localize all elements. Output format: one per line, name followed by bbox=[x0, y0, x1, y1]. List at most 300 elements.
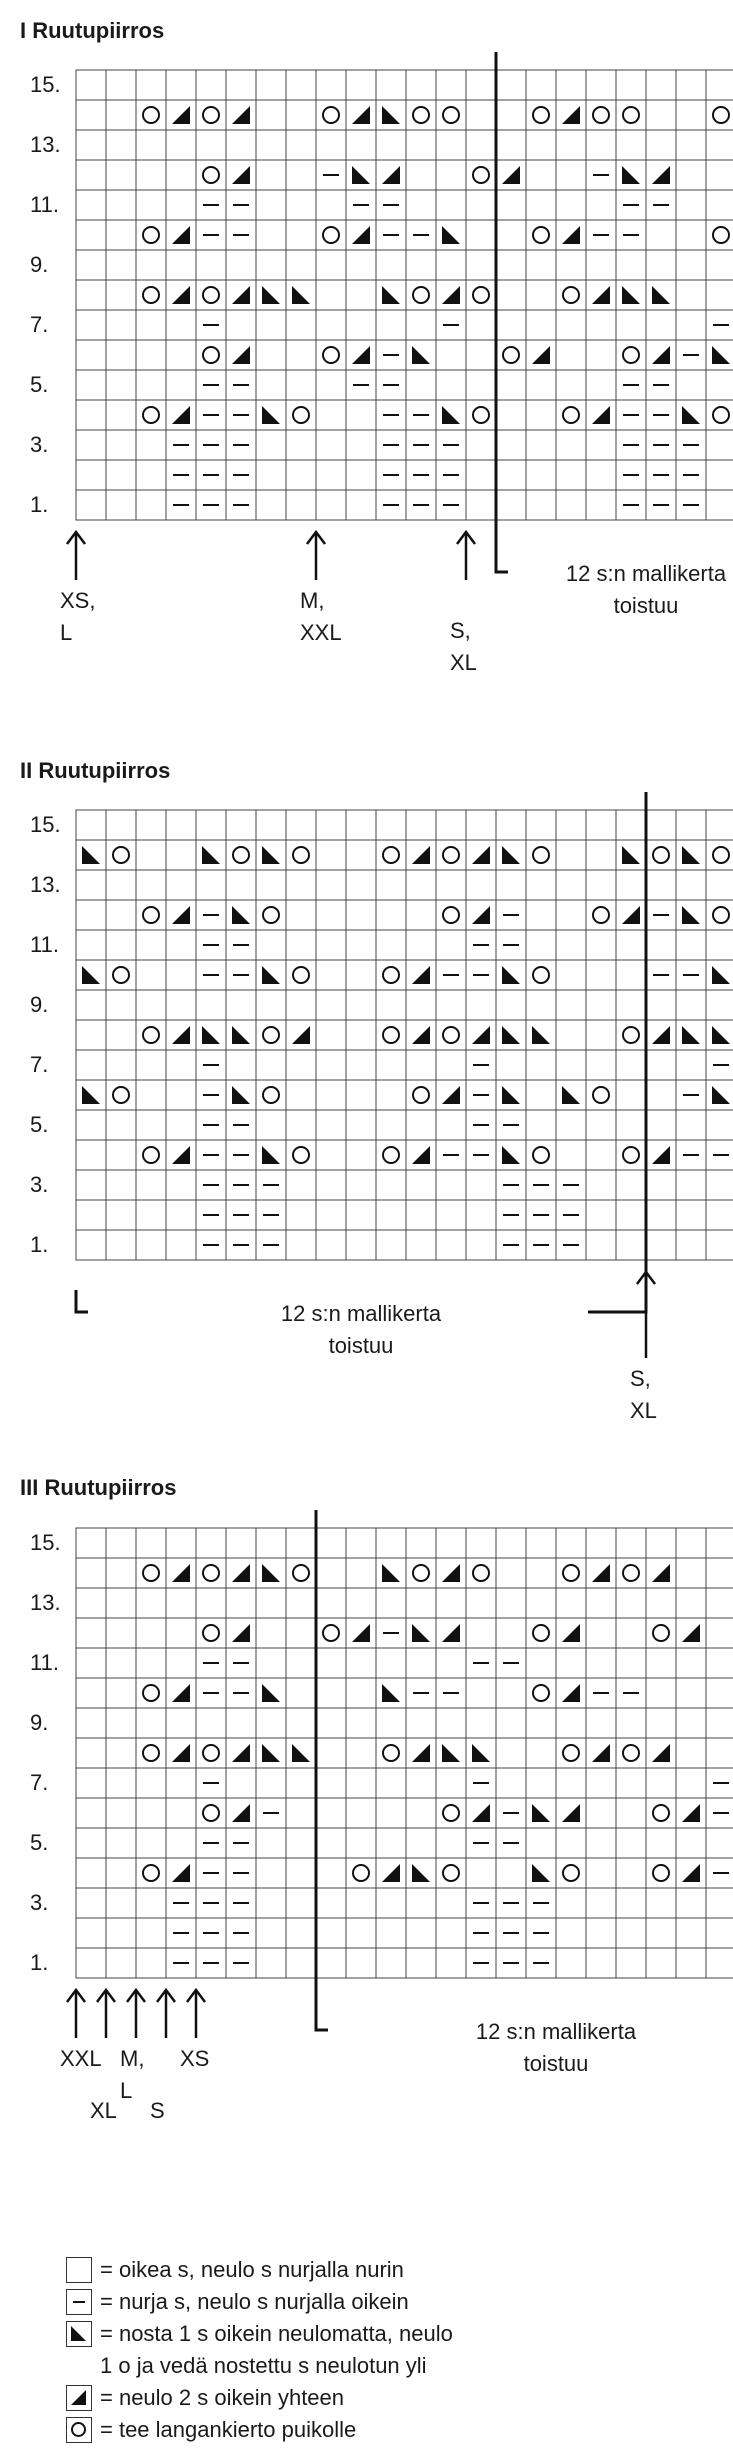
row-number-left: 3. bbox=[30, 1890, 49, 1915]
grid-cell bbox=[706, 370, 733, 400]
grid-cell bbox=[226, 1588, 256, 1618]
grid-cell bbox=[586, 870, 616, 900]
grid-cell bbox=[256, 1050, 286, 1080]
grid-cell bbox=[586, 1768, 616, 1798]
grid-cell bbox=[316, 930, 346, 960]
grid-cell bbox=[346, 280, 376, 310]
grid-cell bbox=[556, 1558, 586, 1588]
grid-cell bbox=[286, 1588, 316, 1618]
grid-cell bbox=[526, 190, 556, 220]
grid-cell bbox=[76, 810, 106, 840]
grid-cell bbox=[676, 1528, 706, 1558]
grid-cell bbox=[586, 1230, 616, 1260]
grid-cell bbox=[556, 190, 586, 220]
grid-cell bbox=[676, 250, 706, 280]
grid-cell bbox=[346, 250, 376, 280]
grid-cell bbox=[466, 430, 496, 460]
grid-cell bbox=[256, 930, 286, 960]
grid-cell bbox=[286, 1618, 316, 1648]
chart-1-title: I Ruutupiirros bbox=[20, 18, 165, 43]
grid-cell bbox=[136, 1230, 166, 1260]
grid-cell bbox=[136, 340, 166, 370]
grid-cell bbox=[706, 1170, 733, 1200]
grid-cell bbox=[346, 1110, 376, 1140]
grid-cell bbox=[646, 310, 676, 340]
grid-cell bbox=[226, 70, 256, 100]
legend-text: = nosta 1 s oikein neulomatta, neulo bbox=[100, 2321, 453, 2346]
grid-cell bbox=[496, 1678, 526, 1708]
grid-cell bbox=[466, 70, 496, 100]
grid-cell bbox=[106, 1050, 136, 1080]
grid-cell bbox=[376, 1110, 406, 1140]
grid-cell bbox=[316, 400, 346, 430]
grid-cell bbox=[76, 1230, 106, 1260]
grid-cell bbox=[496, 370, 526, 400]
grid-cell bbox=[586, 430, 616, 460]
grid-cell bbox=[586, 1588, 616, 1618]
grid-cell bbox=[616, 1888, 646, 1918]
grid-cell bbox=[286, 1528, 316, 1558]
grid-cell bbox=[106, 1738, 136, 1768]
grid-cell bbox=[556, 1050, 586, 1080]
grid-cell bbox=[376, 1798, 406, 1828]
grid-cell bbox=[676, 190, 706, 220]
grid-cell bbox=[406, 1110, 436, 1140]
grid-cell bbox=[346, 1648, 376, 1678]
grid-cell bbox=[496, 870, 526, 900]
grid-cell bbox=[106, 1858, 136, 1888]
grid-cell bbox=[106, 1708, 136, 1738]
grid-cell bbox=[136, 1738, 166, 1768]
grid-cell bbox=[526, 840, 556, 870]
grid-cell bbox=[106, 250, 136, 280]
row-number-left: 7. bbox=[30, 1052, 49, 1077]
grid-cell bbox=[616, 1768, 646, 1798]
grid-cell bbox=[526, 1618, 556, 1648]
grid-cell bbox=[616, 1918, 646, 1948]
chart-2-grid bbox=[0, 800, 733, 1220]
grid-cell bbox=[106, 1170, 136, 1200]
grid-cell bbox=[196, 100, 226, 130]
grid-cell bbox=[586, 1170, 616, 1200]
grid-cell bbox=[676, 1888, 706, 1918]
grid-cell bbox=[526, 1140, 556, 1170]
grid-cell bbox=[346, 870, 376, 900]
grid-cell bbox=[196, 160, 226, 190]
grid-cell bbox=[616, 870, 646, 900]
grid-cell bbox=[316, 220, 346, 250]
grid-cell bbox=[526, 430, 556, 460]
grid-cell bbox=[136, 1948, 166, 1978]
grid-cell bbox=[106, 930, 136, 960]
repeat-note: 12 s:n mallikerta toistuu bbox=[475, 2019, 637, 2076]
grid-cell bbox=[436, 1948, 466, 1978]
grid-cell bbox=[706, 430, 733, 460]
row-number-left: 5. bbox=[30, 1112, 49, 1137]
grid-cell bbox=[76, 1140, 106, 1170]
grid-cell bbox=[646, 1588, 676, 1618]
grid-cell bbox=[466, 1588, 496, 1618]
grid-cell bbox=[76, 280, 106, 310]
grid-cell bbox=[406, 70, 436, 100]
grid-cell bbox=[166, 190, 196, 220]
grid-cell bbox=[496, 430, 526, 460]
grid-cell bbox=[256, 1828, 286, 1858]
grid-cell bbox=[436, 840, 466, 870]
grid-cell bbox=[136, 1558, 166, 1588]
grid-cell bbox=[526, 1828, 556, 1858]
grid-cell bbox=[346, 70, 376, 100]
grid-cell bbox=[106, 870, 136, 900]
grid-cell bbox=[556, 1528, 586, 1558]
grid-cell bbox=[196, 250, 226, 280]
grid-cell bbox=[346, 1140, 376, 1170]
grid-cell bbox=[706, 460, 733, 490]
grid-cell bbox=[436, 70, 466, 100]
grid-cell bbox=[646, 1768, 676, 1798]
grid-cell bbox=[136, 1888, 166, 1918]
grid-cell bbox=[646, 250, 676, 280]
grid-cell bbox=[406, 190, 436, 220]
grid-cell bbox=[136, 1708, 166, 1738]
grid-cell bbox=[376, 900, 406, 930]
grid-cell bbox=[106, 1080, 136, 1110]
grid-cell bbox=[316, 460, 346, 490]
grid-cell bbox=[436, 1918, 466, 1948]
grid-cell bbox=[376, 990, 406, 1020]
grid-cell bbox=[706, 1230, 733, 1260]
grid-cell bbox=[706, 810, 733, 840]
grid-cell bbox=[586, 1648, 616, 1678]
grid-cell bbox=[496, 400, 526, 430]
grid-cell bbox=[526, 220, 556, 250]
grid-cell bbox=[496, 1618, 526, 1648]
grid-cell bbox=[136, 1918, 166, 1948]
grid-cell bbox=[586, 900, 616, 930]
grid-cell bbox=[526, 100, 556, 130]
grid-cell bbox=[346, 960, 376, 990]
grid-cell bbox=[706, 1588, 733, 1618]
grid-cell bbox=[556, 900, 586, 930]
grid-cell bbox=[136, 430, 166, 460]
grid-cell bbox=[256, 870, 286, 900]
grid-cell bbox=[256, 1918, 286, 1948]
grid-cell bbox=[106, 100, 136, 130]
grid-cell bbox=[256, 370, 286, 400]
grid-cell bbox=[316, 1738, 346, 1768]
grid-cell bbox=[556, 1948, 586, 1978]
grid-cell bbox=[646, 810, 676, 840]
repeat-note: 12 s:n mallikerta toistuu bbox=[565, 561, 727, 618]
grid-cell bbox=[436, 1798, 466, 1828]
grid-cell bbox=[706, 490, 733, 520]
grid-cell bbox=[466, 190, 496, 220]
grid-cell bbox=[676, 1170, 706, 1200]
grid-cell bbox=[646, 1230, 676, 1260]
grid-cell bbox=[466, 100, 496, 130]
circle-symbol-icon bbox=[66, 2417, 92, 2443]
grid-cell bbox=[706, 1528, 733, 1558]
grid-cell bbox=[376, 70, 406, 100]
grid-cell bbox=[586, 1618, 616, 1648]
grid-cell bbox=[76, 340, 106, 370]
grid-cell bbox=[406, 160, 436, 190]
size-label: L bbox=[60, 620, 73, 645]
grid-cell bbox=[526, 810, 556, 840]
grid-cell bbox=[286, 160, 316, 190]
grid-cell bbox=[556, 1828, 586, 1858]
grid-cell bbox=[526, 400, 556, 430]
grid-cell bbox=[556, 1110, 586, 1140]
grid-cell bbox=[256, 250, 286, 280]
grid-cell bbox=[346, 130, 376, 160]
grid-cell bbox=[286, 100, 316, 130]
grid-cell bbox=[106, 1888, 136, 1918]
grid-cell bbox=[586, 1918, 616, 1948]
grid-cell bbox=[136, 1678, 166, 1708]
grid-cell bbox=[346, 1948, 376, 1978]
grid-cell bbox=[376, 1948, 406, 1978]
grid-cell bbox=[376, 1080, 406, 1110]
grid-cell bbox=[136, 1798, 166, 1828]
grid-cell bbox=[346, 1528, 376, 1558]
size-label: S bbox=[150, 2098, 165, 2123]
grid-cell bbox=[196, 1618, 226, 1648]
grid-cell bbox=[136, 1200, 166, 1230]
grid-cell bbox=[196, 870, 226, 900]
grid-cell bbox=[346, 1558, 376, 1588]
grid-cell bbox=[496, 70, 526, 100]
grid-cell bbox=[586, 810, 616, 840]
grid-cell bbox=[556, 370, 586, 400]
grid-cell bbox=[106, 1618, 136, 1648]
grid-cell bbox=[316, 430, 346, 460]
grid-cell bbox=[646, 1708, 676, 1738]
grid-cell bbox=[586, 1200, 616, 1230]
grid-cell bbox=[706, 1828, 733, 1858]
grid-cell bbox=[556, 280, 586, 310]
grid-cell bbox=[526, 1678, 556, 1708]
grid-cell bbox=[496, 990, 526, 1020]
grid-cell bbox=[676, 1648, 706, 1678]
grid-cell bbox=[466, 400, 496, 430]
grid-cell bbox=[616, 1948, 646, 1978]
grid-cell bbox=[586, 930, 616, 960]
grid-cell bbox=[106, 1588, 136, 1618]
grid-cell bbox=[76, 900, 106, 930]
grid-cell bbox=[346, 400, 376, 430]
size-label: XL bbox=[450, 650, 477, 675]
grid-cell bbox=[136, 460, 166, 490]
grid-cell bbox=[496, 190, 526, 220]
grid-cell bbox=[526, 130, 556, 160]
grid-cell bbox=[286, 1140, 316, 1170]
grid-cell bbox=[76, 1588, 106, 1618]
grid-cell bbox=[556, 1588, 586, 1618]
grid-cell bbox=[166, 1708, 196, 1738]
repeat-note: 12 s:n mallikerta toistuu bbox=[280, 1301, 442, 1358]
chart-3-grid bbox=[0, 1518, 733, 1938]
grid-cell bbox=[586, 1080, 616, 1110]
grid-cell bbox=[616, 1080, 646, 1110]
grid-cell bbox=[166, 870, 196, 900]
grid-cell bbox=[106, 310, 136, 340]
empty-symbol-icon bbox=[66, 2257, 92, 2283]
grid-cell bbox=[346, 1708, 376, 1738]
grid-cell bbox=[466, 370, 496, 400]
grid-cell bbox=[286, 340, 316, 370]
grid-cell bbox=[466, 1230, 496, 1260]
grid-cell bbox=[346, 900, 376, 930]
grid-cell bbox=[526, 930, 556, 960]
grid-cell bbox=[196, 280, 226, 310]
grid-cell bbox=[706, 1558, 733, 1588]
grid-cell bbox=[316, 1140, 346, 1170]
grid-cell bbox=[346, 1170, 376, 1200]
grid-cell bbox=[136, 1080, 166, 1110]
grid-cell bbox=[286, 1948, 316, 1978]
grid-cell bbox=[286, 190, 316, 220]
grid-cell bbox=[406, 870, 436, 900]
grid-cell bbox=[616, 1170, 646, 1200]
grid-cell bbox=[616, 1588, 646, 1618]
grid-cell bbox=[256, 130, 286, 160]
grid-cell bbox=[196, 810, 226, 840]
grid-cell bbox=[436, 100, 466, 130]
grid-cell bbox=[406, 1050, 436, 1080]
grid-cell bbox=[436, 900, 466, 930]
chart-1-grid bbox=[0, 60, 733, 480]
grid-cell bbox=[166, 130, 196, 160]
grid-cell bbox=[676, 160, 706, 190]
grid-cell bbox=[256, 990, 286, 1020]
grid-cell bbox=[286, 1200, 316, 1230]
grid-cell bbox=[436, 1020, 466, 1050]
grid-cell bbox=[76, 1618, 106, 1648]
grid-cell bbox=[616, 1528, 646, 1558]
size-label: XXL bbox=[300, 620, 342, 645]
grid-cell bbox=[406, 1558, 436, 1588]
grid-cell bbox=[676, 1050, 706, 1080]
grid-cell bbox=[496, 490, 526, 520]
grid-cell bbox=[466, 1558, 496, 1588]
grid-cell bbox=[286, 490, 316, 520]
grid-cell bbox=[646, 1110, 676, 1140]
row-number-left: 11. bbox=[30, 1650, 59, 1675]
grid-cell bbox=[586, 1888, 616, 1918]
grid-cell bbox=[226, 310, 256, 340]
grid-cell bbox=[616, 1050, 646, 1080]
grid-cell bbox=[76, 250, 106, 280]
grid-cell bbox=[106, 840, 136, 870]
grid-cell bbox=[136, 990, 166, 1020]
grid-cell bbox=[106, 1798, 136, 1828]
grid-cell bbox=[646, 870, 676, 900]
grid-cell bbox=[106, 340, 136, 370]
grid-cell bbox=[286, 460, 316, 490]
grid-cell bbox=[256, 1528, 286, 1558]
grid-cell bbox=[706, 70, 733, 100]
grid-cell bbox=[526, 1708, 556, 1738]
grid-cell bbox=[346, 1918, 376, 1948]
grid-cell bbox=[406, 810, 436, 840]
grid-cell bbox=[316, 1828, 346, 1858]
grid-cell bbox=[316, 1948, 346, 1978]
grid-cell bbox=[286, 310, 316, 340]
grid-cell bbox=[616, 310, 646, 340]
grid-cell bbox=[286, 400, 316, 430]
grid-cell bbox=[106, 400, 136, 430]
grid-cell bbox=[706, 1888, 733, 1918]
grid-cell bbox=[466, 340, 496, 370]
grid-cell bbox=[466, 490, 496, 520]
grid-cell bbox=[676, 810, 706, 840]
grid-cell bbox=[496, 1738, 526, 1768]
grid-cell bbox=[76, 1528, 106, 1558]
grid-cell bbox=[76, 430, 106, 460]
grid-cell bbox=[166, 960, 196, 990]
row-number-left: 13. bbox=[30, 1590, 61, 1615]
grid-cell bbox=[646, 1200, 676, 1230]
grid-cell bbox=[196, 1708, 226, 1738]
row-number-left: 15. bbox=[30, 812, 61, 837]
grid-cell bbox=[586, 1140, 616, 1170]
grid-cell bbox=[496, 280, 526, 310]
grid-cell bbox=[286, 1858, 316, 1888]
grid-cell bbox=[616, 70, 646, 100]
grid-cell bbox=[166, 1110, 196, 1140]
grid-cell bbox=[286, 1050, 316, 1080]
legend-text: = tee langankierto puikolle bbox=[100, 2417, 357, 2442]
grid-cell bbox=[466, 1708, 496, 1738]
size-label: L bbox=[120, 2078, 133, 2103]
grid-cell bbox=[406, 1080, 436, 1110]
grid-cell bbox=[586, 460, 616, 490]
grid-cell bbox=[466, 1678, 496, 1708]
grid-cell bbox=[376, 250, 406, 280]
grid-cell bbox=[166, 1050, 196, 1080]
grid-cell bbox=[466, 1618, 496, 1648]
grid-cell bbox=[256, 1858, 286, 1888]
grid-cell bbox=[376, 1768, 406, 1798]
repeat-bracket-left bbox=[76, 1290, 88, 1312]
grid-cell bbox=[406, 370, 436, 400]
grid-cell bbox=[646, 70, 676, 100]
grid-cell bbox=[556, 340, 586, 370]
grid-cell bbox=[406, 100, 436, 130]
grid-cell bbox=[676, 1230, 706, 1260]
grid-cell bbox=[646, 100, 676, 130]
grid-cell bbox=[316, 870, 346, 900]
grid-cell bbox=[196, 1738, 226, 1768]
grid-cell bbox=[316, 960, 346, 990]
grid-cell bbox=[76, 310, 106, 340]
grid-cell bbox=[166, 810, 196, 840]
grid-cell bbox=[556, 1888, 586, 1918]
grid-cell bbox=[76, 1948, 106, 1978]
grid-cell bbox=[76, 1738, 106, 1768]
grid-cell bbox=[556, 70, 586, 100]
grid-cell bbox=[286, 900, 316, 930]
grid-cell bbox=[166, 310, 196, 340]
grid-cell bbox=[286, 70, 316, 100]
grid-cell bbox=[556, 1140, 586, 1170]
grid-cell bbox=[436, 870, 466, 900]
grid-cell bbox=[646, 1798, 676, 1828]
grid-cell bbox=[496, 1768, 526, 1798]
grid-cell bbox=[346, 930, 376, 960]
grid-cell bbox=[106, 220, 136, 250]
